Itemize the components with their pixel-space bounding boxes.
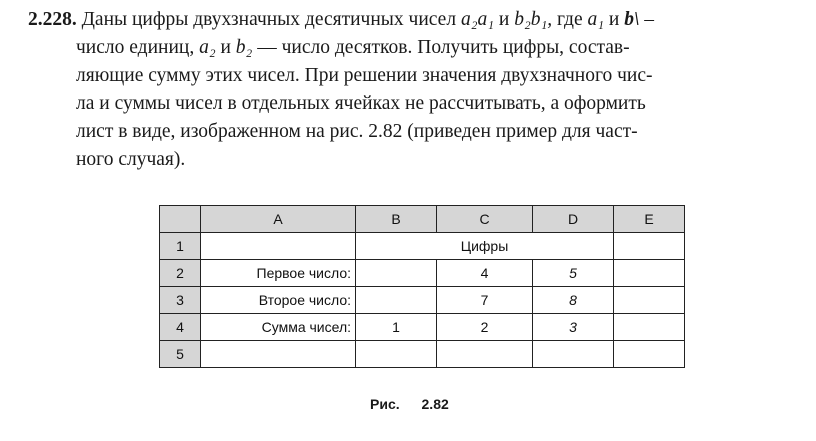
problem-line-4: ла и суммы чисел в отдельных ячейках не рассчитывать, а оформить — [76, 93, 646, 114]
problem-line-2 — [28, 34, 798, 62]
dash: – — [644, 9, 654, 30]
cell-b — [356, 260, 437, 287]
variable-a1: a₁ — [587, 9, 605, 30]
cell-e1 — [614, 233, 685, 260]
cell-e — [614, 260, 685, 287]
cell-c: 7 — [437, 287, 533, 314]
corner-cell — [160, 206, 201, 233]
column-header-a: A — [201, 206, 356, 233]
problem-line-6: ного случая). — [76, 149, 186, 170]
cell-e — [614, 314, 685, 341]
cell-b — [356, 287, 437, 314]
variable-b2b1: b₂b₁, — [514, 9, 553, 30]
conjunction: и — [608, 9, 620, 30]
caption-prefix: Рис. — [370, 396, 400, 412]
cell-d5 — [533, 341, 614, 368]
conjunction: и — [498, 9, 510, 30]
cell-c: 4 — [437, 260, 533, 287]
variable-b1: b\ — [624, 9, 640, 30]
row-header: 5 — [160, 341, 201, 368]
column-header-b: B — [356, 206, 437, 233]
table-row — [160, 260, 685, 287]
table-row — [160, 314, 685, 341]
spreadsheet-figure — [159, 205, 685, 368]
cell-c: 2 — [437, 314, 533, 341]
cell-label: Первое число: — [201, 260, 356, 287]
cell-a5 — [201, 341, 356, 368]
column-header-row — [160, 206, 685, 233]
problem-number: 2.228. — [28, 9, 77, 30]
cell-e5 — [614, 341, 685, 368]
column-header-e: E — [614, 206, 685, 233]
variable-b2: b₂ — [235, 37, 253, 58]
cell-header-digits: Цифры — [356, 233, 614, 260]
table-row — [160, 341, 685, 368]
table-row — [160, 287, 685, 314]
problem-text: — число десятков. Получить цифры, состав- — [257, 37, 630, 58]
row-header: 4 — [160, 314, 201, 341]
problem-line-1 — [28, 6, 798, 34]
caption-number: 2.82 — [421, 396, 449, 412]
problem-statement — [28, 6, 798, 174]
cell-label: Сумма чисел: — [201, 314, 356, 341]
problem-text: число единиц, — [76, 37, 195, 58]
problem-text: где — [557, 9, 583, 30]
figure-caption — [370, 396, 449, 412]
row-header: 2 — [160, 260, 201, 287]
column-header-c: C — [437, 206, 533, 233]
problem-text: Даны цифры двухзначных десятичных чисел — [81, 9, 457, 30]
cell-a1 — [201, 233, 356, 260]
variable-a2a1: a₂a₁ — [460, 9, 494, 30]
cell-d: 5 — [533, 260, 614, 287]
cell-c5 — [437, 341, 533, 368]
cell-b: 1 — [356, 314, 437, 341]
table-row — [160, 233, 685, 260]
problem-line-5: лист в виде, изображенном на рис. 2.82 (приведен пример для част- — [76, 121, 638, 142]
cell-d: 8 — [533, 287, 614, 314]
row-header: 1 — [160, 233, 201, 260]
variable-a2: a₂ — [199, 37, 216, 58]
cell-b5 — [356, 341, 437, 368]
problem-line-3: ляющие сумму этих чисел. При решении значения двухзначного чис- — [76, 65, 653, 86]
cell-d: 3 — [533, 314, 614, 341]
cell-e — [614, 287, 685, 314]
conjunction: и — [220, 37, 231, 58]
cell-label: Второе число: — [201, 287, 356, 314]
column-header-d: D — [533, 206, 614, 233]
row-header: 3 — [160, 287, 201, 314]
